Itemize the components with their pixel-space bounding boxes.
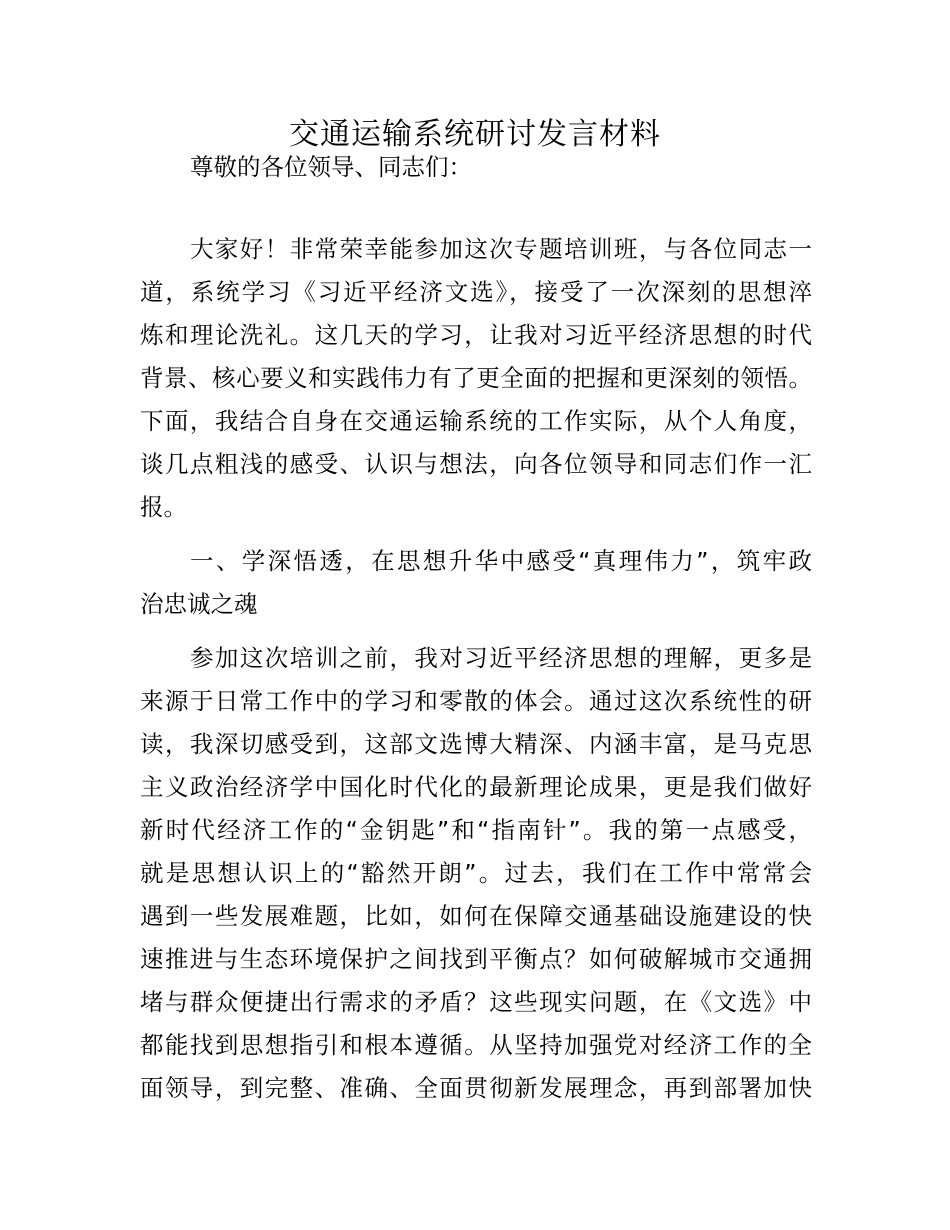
text-line: 来源于日常工作中的学习和零散的体会。通过这次系统性的研: [140, 687, 812, 715]
text-line: 主义政治经济学中国化时代化的最新理论成果，更是我们做好: [140, 773, 812, 801]
paragraph: [140, 637, 812, 1110]
text-line: 参加这次培训之前，我对习近平经济思想的理解，更多是: [190, 644, 812, 672]
text-line: 报。: [140, 493, 187, 521]
text-line: 大家好！非常荣幸能参加这次专题培训班，与各位同志一: [190, 235, 812, 263]
document-title: 交通运输系统研讨发言材料: [289, 117, 661, 152]
text-line: 新时代经济工作的“金钥匙”和“指南针”。我的第一点感受，: [140, 816, 812, 844]
text-line: 道，系统学习《习近平经济文选》，接受了一次深刻的思想淬: [140, 278, 812, 306]
text-line: 一、学深悟透，在思想升华中感受“真理伟力”，筑牢政: [190, 547, 812, 575]
text-line: 就是思想认识上的“豁然开朗”。过去，我们在工作中常常会: [140, 859, 812, 887]
text-line: 尊敬的各位领导、同志们：: [190, 153, 472, 181]
paragraph: [140, 540, 812, 626]
salutation: [140, 146, 812, 189]
text-line: 治忠诚之魂: [140, 590, 258, 618]
text-line: 炼和理论洗礼。这几天的学习，让我对习近平经济思想的时代: [140, 321, 812, 349]
text-line: 都能找到思想指引和根本遵循。从坚持加强党对经济工作的全: [140, 1031, 812, 1059]
text-line: 遇到一些发展难题，比如，如何在保障交通基础设施建设的快: [140, 902, 812, 930]
text-line: 面领导，到完整、准确、全面贯彻新发展理念，再到部署加快: [140, 1074, 812, 1102]
text-line: 下面，我结合自身在交通运输系统的工作实际，从个人角度，: [140, 407, 812, 435]
text-line: 速推进与生态环境保护之间找到平衡点？如何破解城市交通拥: [140, 945, 812, 973]
text-line: 谈几点粗浅的感受、认识与想法，向各位领导和同志们作一汇: [140, 450, 812, 478]
text-line: 堵与群众便捷出行需求的矛盾？这些现实问题，在《文选》中: [140, 988, 812, 1016]
paragraph: [140, 228, 812, 529]
document-body: [140, 146, 812, 1121]
text-line: 读，我深切感受到，这部文选博大精深、内涵丰富，是马克思: [140, 730, 812, 758]
text-line: 背景、核心要义和实践伟力有了更全面的把握和更深刻的领悟。: [140, 364, 812, 392]
